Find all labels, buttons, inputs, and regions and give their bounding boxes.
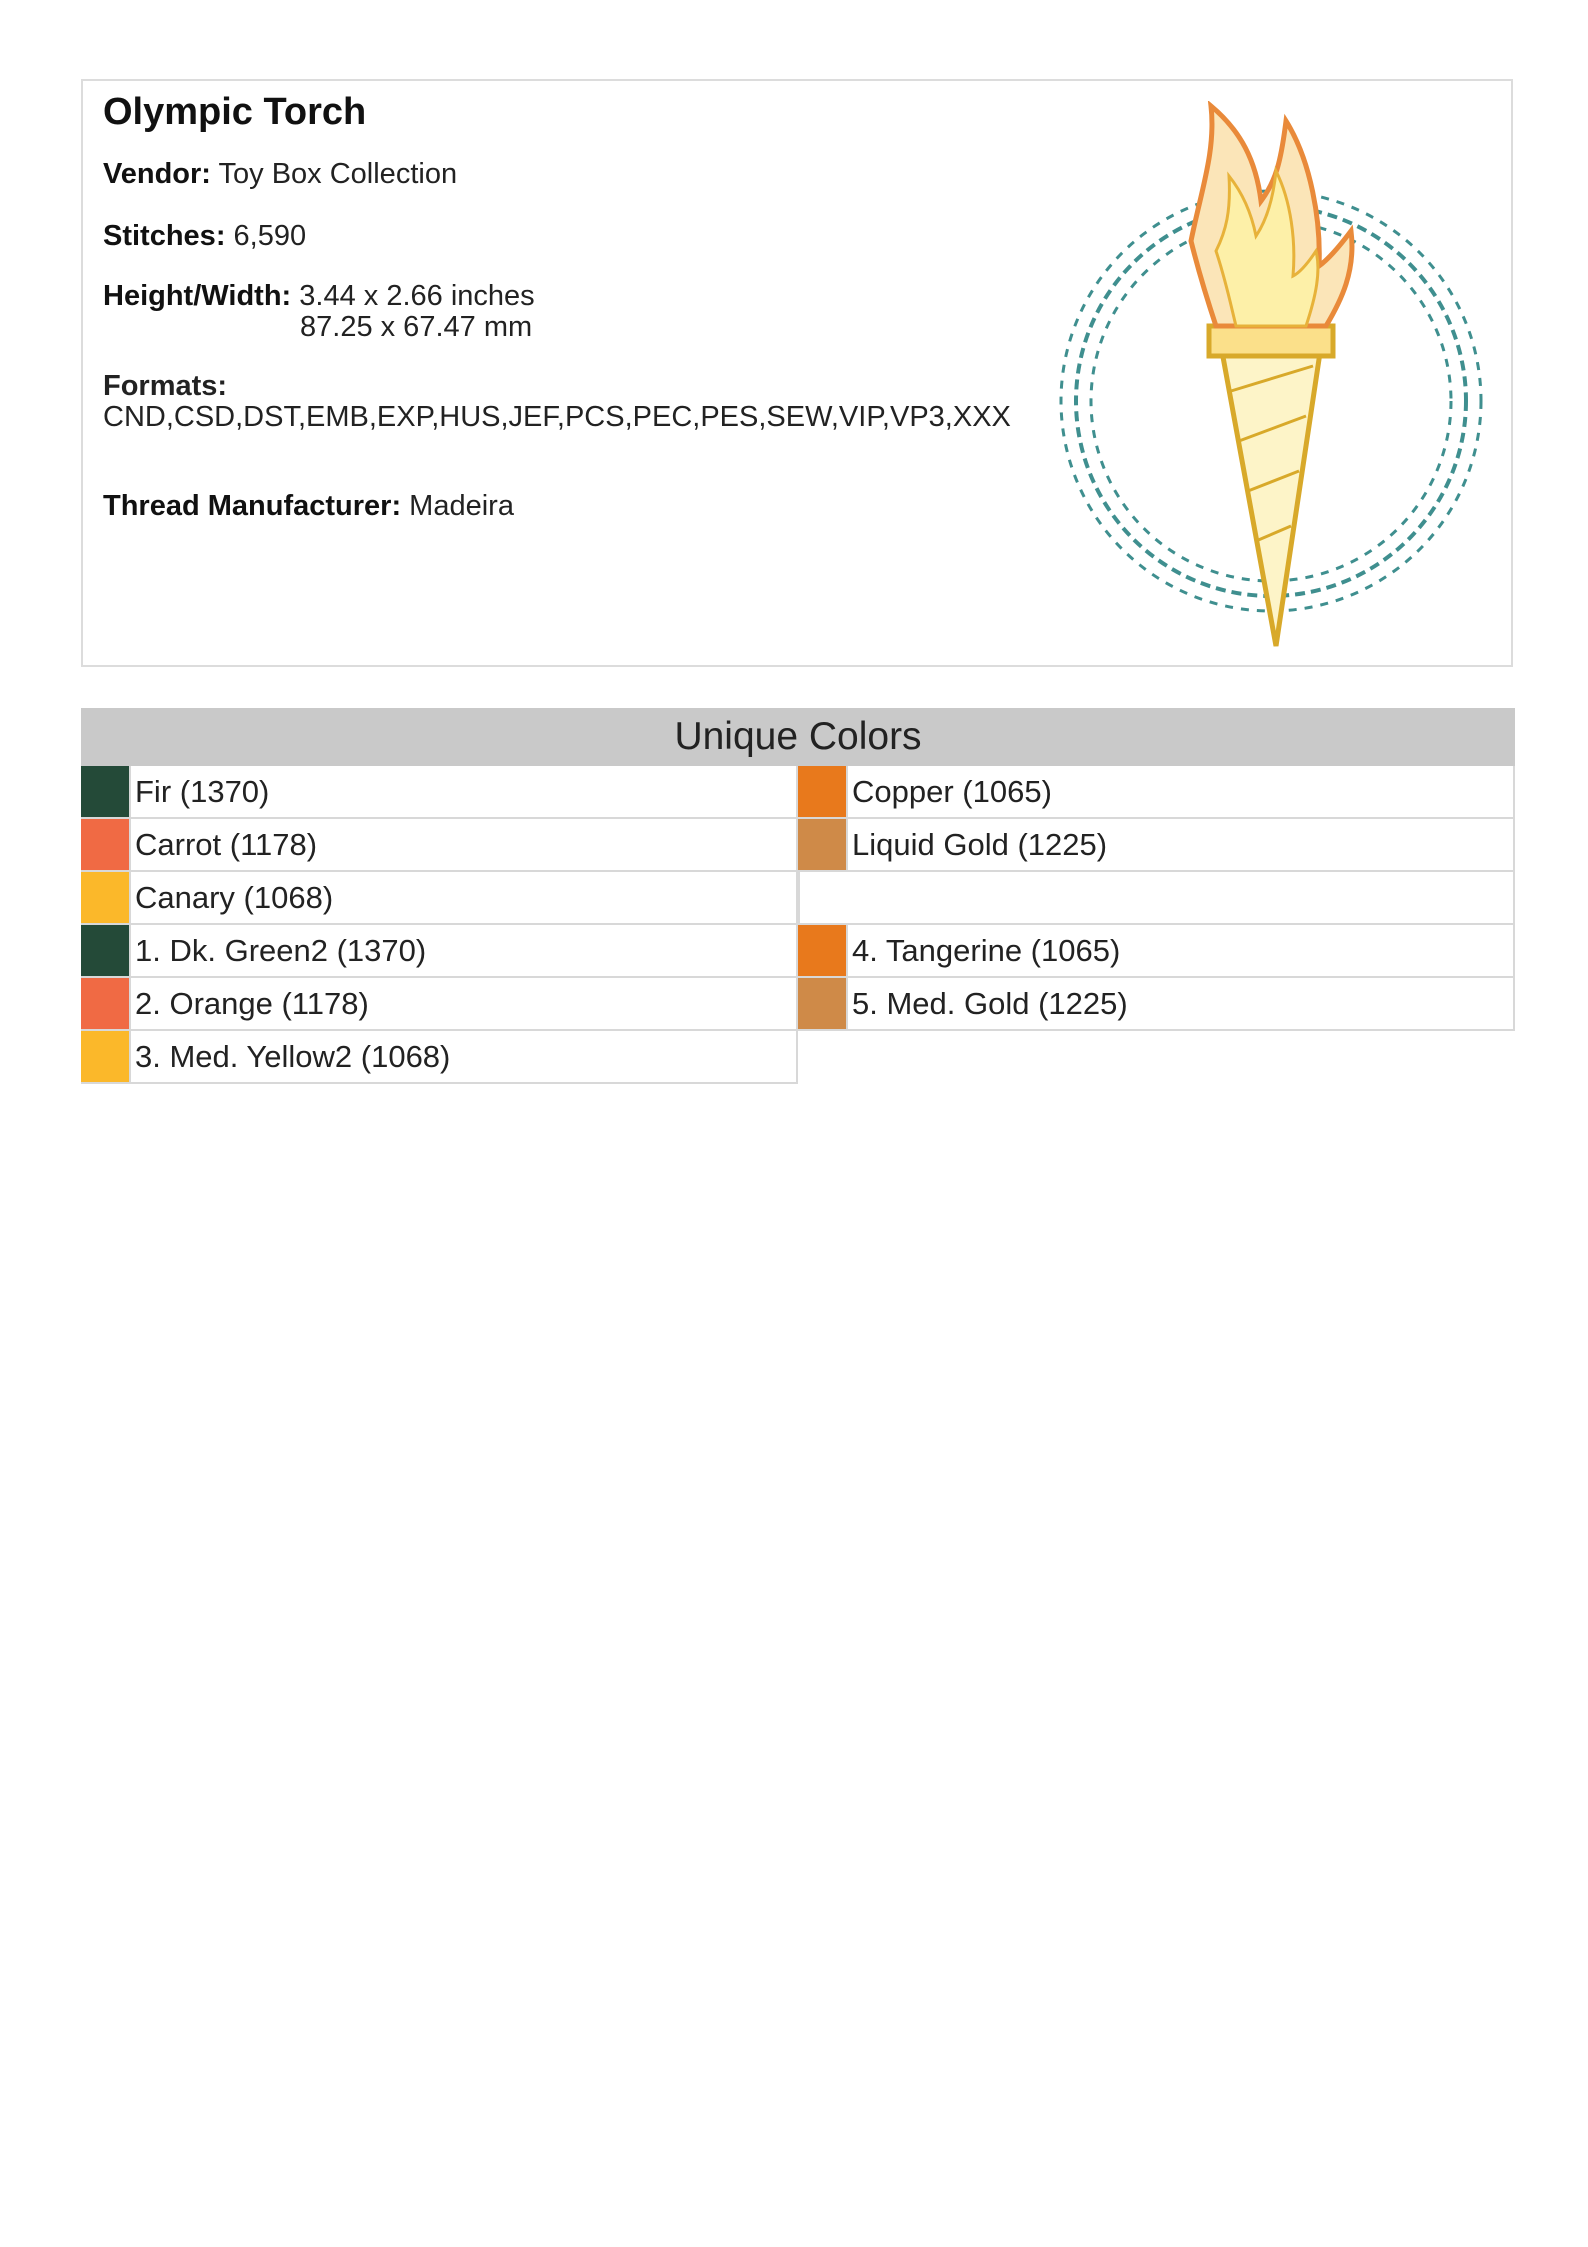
- olympic-torch-icon: [1051, 101, 1491, 661]
- color-row-item: [798, 978, 1515, 1031]
- empty-cell: [798, 1031, 1515, 1084]
- size-label: Height/Width:: [103, 280, 292, 312]
- color-row-item: [81, 766, 798, 819]
- vendor-label: Vendor:: [103, 158, 211, 190]
- color-swatch: [81, 978, 129, 1029]
- color-label: Copper (1065): [846, 766, 1513, 817]
- color-row-item: [81, 1031, 798, 1084]
- stitches-label: Stitches:: [103, 220, 226, 252]
- color-swatch: [81, 819, 129, 870]
- color-swatch: [798, 819, 846, 870]
- color-row-item: [798, 925, 1515, 978]
- color-swatch: [81, 766, 129, 817]
- color-swatch: [81, 1031, 129, 1082]
- formats-label: Formats:: [103, 370, 228, 402]
- color-label: 1. Dk. Green2 (1370): [129, 925, 796, 976]
- color-label: 2. Orange (1178): [129, 978, 796, 1029]
- thread-row: [103, 491, 514, 522]
- design-title: Olympic Torch: [103, 91, 367, 133]
- color-row-item: [81, 872, 798, 925]
- thread-label: Thread Manufacturer:: [103, 490, 402, 522]
- color-swatch: [81, 925, 129, 976]
- size-row: [103, 281, 535, 343]
- design-info-panel: [81, 79, 1513, 667]
- empty-cell: [798, 872, 1515, 925]
- stitches-row: [103, 221, 306, 252]
- color-label: Liquid Gold (1225): [846, 819, 1513, 870]
- color-row-item: [798, 766, 1515, 819]
- color-label: Fir (1370): [129, 766, 796, 817]
- color-label: Carrot (1178): [129, 819, 796, 870]
- size-mm-value: 87.25 x 67.47 mm: [300, 311, 533, 343]
- color-label: 3. Med. Yellow2 (1068): [129, 1031, 796, 1082]
- color-row-item: [81, 819, 798, 872]
- formats-value: CND,CSD,DST,EMB,EXP,HUS,JEF,PCS,PEC,PES,SEW,VIP,VP3,XXX: [103, 401, 1011, 433]
- vendor-value: Toy Box Collection: [218, 158, 458, 190]
- color-swatch: [798, 766, 846, 817]
- color-swatch: [798, 925, 846, 976]
- color-row-item: [798, 819, 1515, 872]
- color-swatch: [81, 872, 129, 923]
- color-row-item: [81, 925, 798, 978]
- color-label: Canary (1068): [129, 872, 796, 923]
- color-grid: [81, 766, 1515, 1084]
- thread-value: Madeira: [409, 490, 514, 522]
- unique-colors-header: Unique Colors: [81, 708, 1515, 766]
- formats-row: [103, 371, 1033, 433]
- stitches-value: 6,590: [233, 220, 307, 252]
- color-swatch: [798, 978, 846, 1029]
- color-label: 5. Med. Gold (1225): [846, 978, 1513, 1029]
- color-row-item: [81, 978, 798, 1031]
- size-inches-value: 3.44 x 2.66 inches: [299, 280, 535, 312]
- color-label: 4. Tangerine (1065): [846, 925, 1513, 976]
- vendor-row: [103, 159, 457, 190]
- unique-colors-table: [81, 708, 1515, 1084]
